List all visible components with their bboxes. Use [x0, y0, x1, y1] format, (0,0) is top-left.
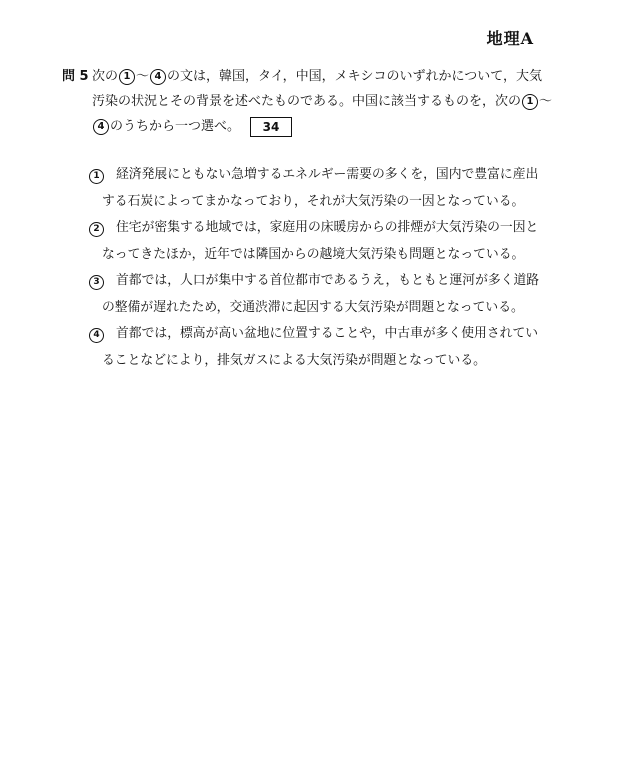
- option-2-line-2: なってきたほか，近年では隣国からの越境大気汚染も問題となっている。: [102, 246, 525, 262]
- option-1: [88, 162, 540, 215]
- choice-marker-last-2: 4: [93, 119, 109, 135]
- option-marker-3: 3: [89, 275, 104, 290]
- option-4-line-1: 首都では，標高が高い盆地に位置することや，中古車が多く使用されてい: [116, 326, 539, 341]
- question-text-post: の文は，韓国，タイ，中国，メキシコのいずれかについて，大気: [167, 69, 542, 84]
- choice-marker-first-2: 1: [522, 94, 538, 110]
- option-3-line-1: 首都では，人口が集中する首位都市であるうえ，もともと運河が多く道路: [116, 273, 540, 288]
- option-4-line-2: ることなどにより，排気ガスによる大気汚染が問題となっている。: [102, 352, 486, 368]
- choice-marker-first: 1: [119, 69, 135, 85]
- question-line-1: [62, 64, 540, 89]
- question-number: 問 5: [62, 69, 89, 84]
- question-text-pre: 次の: [92, 69, 119, 84]
- option-2: [88, 215, 540, 268]
- question-line-2: [62, 89, 553, 114]
- tilde-2: 〜: [539, 94, 553, 109]
- question-line-3: [62, 114, 540, 139]
- option-2-line-1: 住宅が密集する地域では，家庭用の床暖房からの排煙が大気汚染の一因と: [116, 220, 539, 235]
- option-1-line-1: 経済発展にともない急増するエネルギー需要の多くを，国内で豊富に産出: [116, 167, 539, 182]
- option-4: [88, 321, 540, 374]
- tilde: 〜: [136, 69, 150, 84]
- option-3: [88, 268, 540, 321]
- option-marker-1: 1: [89, 169, 104, 184]
- options-list: [88, 162, 540, 374]
- option-marker-2: 2: [89, 222, 104, 237]
- question-text-line2: 汚染の状況とその背景を述べたものである。中国に該当するものを，次の: [92, 94, 522, 109]
- question-text-line3: のうちから一つ選べ。: [110, 119, 241, 134]
- question-block: [62, 64, 553, 139]
- option-marker-4: 4: [89, 328, 104, 343]
- subject-header: 地理A: [486, 29, 534, 48]
- option-1-line-2: する石炭によってまかなっており，それが大気汚染の一因となっている。: [102, 193, 525, 209]
- answer-box: 34: [250, 117, 292, 137]
- choice-marker-last: 4: [150, 69, 166, 85]
- option-3-line-2: の整備が遅れたため，交通渋滞に起因する大気汚染が問題となっている。: [102, 299, 524, 315]
